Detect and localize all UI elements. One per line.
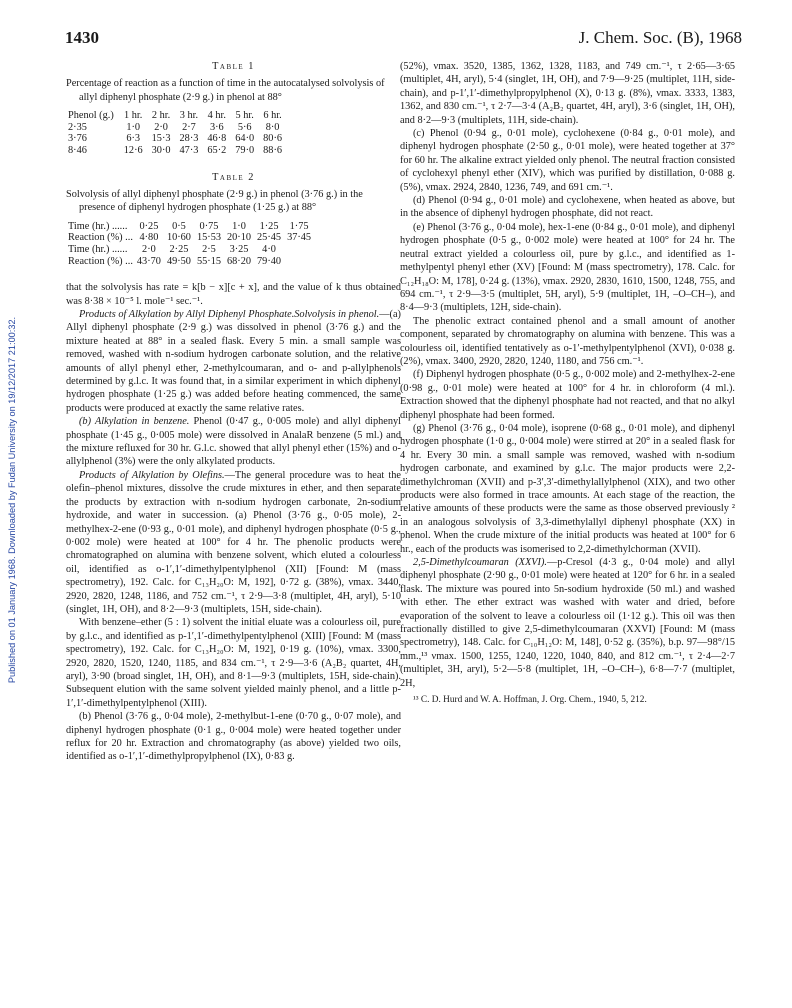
journal-header: J. Chem. Soc. (B), 1968 [578, 28, 742, 47]
table1-col-header: 6 hr. [263, 110, 282, 122]
table1-row [68, 145, 291, 157]
table1-col-header: 1 hr. [124, 110, 143, 122]
table2-row-label: Reaction (%) ... [68, 232, 133, 244]
table1-cell: 3·6 [209, 121, 224, 133]
download-watermark [2, 150, 22, 850]
table2-row-label: Time (hr.) ...... [68, 244, 128, 255]
table2-cell: 0·5 [172, 220, 186, 232]
table1-col-header: 2 hr. [151, 110, 171, 122]
table2-cell: 79·40 [257, 255, 282, 267]
body-paragraph: (52%), νmax. 3520, 1385, 1362, 1328, 1183, and 749 cm.⁻¹, τ 2·65—3·65 (multiplet, 4H, aryl), 5·4 (singlet, 1H, OH), and 7·9—9·25 (multiplet, 11H, side-chain), and p-1′,1′-dimethylpropylphenol (X), 0·13 g. (8%), νmax. 3333, 1383, 1362, and 830 cm.⁻¹, τ 2·7—3·4 (A₂B₂ quartet, 4H, aryl), 3·6 (singlet, 1H, OH), and 8·2—9·3 (multiplets, 11H, side-chain). [400, 61, 735, 126]
table2-cell: 1·25 [259, 220, 279, 232]
table2-cell: 2·0 [142, 244, 156, 255]
table2-cell: 0·25 [139, 220, 159, 232]
table2-cell: 68·20 [227, 255, 252, 267]
paragraph-text: —p-Cresol (4·3 g., 0·04 mole) and allyl diphenyl phosphate (2·90 g., 0·01 mole) were heated at 120° for 6 hr. in a sealed flask. The mixture was poured into 5n-sodium hydroxide (50 ml.) and washed with ether. The ether extract was washed with water and dried, before evaporation of the solvent to leave a colourless oil (1·12 g.). This oil was then fractionally distilled to give 2,5-dimethylcoumaran (XXVI) [Found: M (mass spectrometry), 148. Calc. for C₁₀H₁₂O: M, 148], 0·52 g. (35%), b.p. 97—98°/15 mm.,¹³ νmax. 1500, 1255, 1240, 1220, 1040, 840, and 812 cm.⁻¹, τ 2·4—2·7 (multiplet, 3H, aryl), 5·2—5·8 (multiplet, 1H, –O–CH–), 6·8—7·7 (multiplet, 2H, [400, 557, 736, 689]
body-paragraph: (b) Phenol (3·76 g., 0·04 mole), 2-methylbut-1-ene (0·70 g., 0·07 mole), and diphenyl hydrogen phosphate (0·1 g., 0·004 mole) were heated together under reflux for 20 hr. Extraction and chromatography (as above) yielded two oils, identified as o-1′,1′-dimethylpropylphenol (IX), 0·83 g. [66, 711, 401, 763]
table1-row [68, 122, 291, 134]
section-subheading: (b) Alkylation in benzene. [79, 416, 190, 428]
table2-row [68, 244, 317, 256]
table2-cell: 2·5 [202, 244, 216, 255]
table1-cell: 28·3 [179, 133, 199, 145]
section-heading: 2,5-Dimethylcoumaran (XXVI). [413, 557, 547, 569]
paragraph-text: —(a) Allyl diphenyl phosphate (2·9 g.) was dissolved in phenol (3·76 g.) and the mixture heated at 88° in a sealed flask. Every 5 min. a small sample was removed, washed with n-sodium hydrogen carbonate solution, and the relative amounts of allyl phenyl ether, 2-methylcoumaran, and o- and p-allylphenols determined by g.l.c. It was found that, in a similar experiment in which diphenyl hydrogen phosphate (1·25 g.) was added before heating commenced, the same products were produced at exactly the same relative rates. [66, 309, 401, 414]
table2-cell: 2·25 [169, 244, 189, 255]
table1-cell: 15·3 [151, 133, 171, 145]
table1-caption: Percentage of reaction as a function of time in the autocatalysed solvolysis of allyl diphenyl phosphate (2·9 g.) in phenol at 88° [66, 78, 385, 103]
table1-header-row [68, 110, 291, 122]
table2-cell: 55·15 [196, 255, 221, 267]
table2-cell: 10·60 [166, 232, 191, 244]
table2-cell [287, 256, 317, 268]
section-heading: Products of Alkylation by Olefins. [79, 469, 225, 481]
section-heading: Products of Alkylation by Allyl Diphenyl Phosphate. [79, 309, 295, 320]
table1-title: Table 1 [212, 61, 255, 72]
table2-cell: 20·10 [227, 232, 252, 244]
table2-cell: 43·70 [136, 255, 161, 267]
table1-cell: 2·0 [154, 121, 168, 133]
table1-cell: 3·76 [68, 133, 87, 145]
table2 [68, 221, 317, 267]
table1-cell: 2·35 [68, 121, 87, 133]
table1-cell: 5·6 [237, 121, 252, 133]
body-paragraph: (g) Phenol (3·76 g., 0·04 mole), isoprene (0·68 g., 0·01 mole), and diphenyl hydrogen phosphate (1·0 g., 0·004 mole) were stirred at 20° in a sealed flask for 4 hr. Every 30 min. a small sample was removed, washed with n-sodium hydrogen carbonate, and examined by g.l.c. The major products were 2,2-dimethylchroman (XVII) and p-3′,3′-dimethylallylphenol (XIX), and two other products were also formed in trace amounts. At each stage of the reaction, the relative amounts of these products were the same as those observed previously ² in an analogous solvolysis of 3,3-dimethylallyl diphenyl phosphate (XX) in phenol. When the crude mixture of the initial products was heated at 100° for 6 hr., each of the products was isomerised to 2,2-dimethylchorman (XVII). [400, 422, 735, 555]
table1-col-header: Phenol (g.) [68, 110, 114, 122]
table1-cell: 6·3 [126, 133, 141, 145]
paragraph-text: —The general procedure was to heat the olefin–phenol mixtures, dissolve the crude mixtures in ether, and then separate the products by extraction with n-sodium hydrogen carbonate, 2n-sodium hydroxide, and water in succession. (a) Phenol (3·76 g., 0·05 mole), 2-methylhex-2-ene (0·93 g., 0·01 mole), and diphenyl hydrogen phosphate (0·5 g., 0·002 mole) were heated at 100° for 4 hr. The phenolic products were chromatographed on alumina with benzene solvent, which eluted a colourless oil, identified as o-1′,1′-dimethylpentylphenol (XII) [Found: M (mass spectrometry), 192. Calc. for C₁₃H₂₀O: M, 192], 0·72 g. (38%), νmax. 3440, 2920, 2820, 1248, 1186, and 752 cm.⁻¹, τ 2·9—3·8 (multiplet, 4H, aryl), 5·10 (singlet, 1H, OH), and 8·2—9·3 (multiplets, 15H, side-chain). [66, 469, 401, 615]
table1-cell: 12·6 [123, 145, 143, 156]
body-paragraph: (c) Phenol (0·94 g., 0·01 mole), cyclohexene (0·84 g., 0·01 mole), and diphenyl hydrogen phosphate (2·50 g., 0·01 mole), were heated together at 37° for 60 hr. The alkaline extract yielded only phenol. The neutral fraction consisted of cyclohexyl phenyl ether (XIV), which was purified by distillation, 0·088 g. (5%), νmax. 2924, 2840, 1236, 749, and 691 cm.⁻¹. [400, 128, 735, 193]
table1-cell: 8·0 [265, 121, 280, 133]
table2-row [68, 256, 317, 268]
table1-cell: 46·8 [207, 133, 227, 145]
paragraph-text: Phenol (0·47 g., 0·005 mole) and allyl diphenyl phosphate (1·45 g., 0·005 mole) were dissolved in AnalaR benzene (5 ml.) and the mixture refluxed for 30 hr. G.l.c. showed that allyl phenyl ether (15%) and o-allylphenol (3%) were the only alkylated products. [66, 416, 402, 468]
table1-cell: 79·0 [235, 145, 255, 156]
table2-cell: 1·0 [232, 220, 246, 232]
table2-cell: 15·53 [196, 232, 221, 244]
table2-row-label: Reaction (%) ... [68, 255, 133, 267]
table2-row-label: Time (hr.) ...... [68, 220, 128, 232]
table1-cell: 64·0 [235, 133, 255, 145]
body-paragraph: (e) Phenol (3·76 g., 0·04 mole), hex-1-ene (0·84 g., 0·01 mole), and diphenyl hydrogen phosphate (0·5 g., 0·002 mole) were heated at 100° for 24 hr. The neutral extract yielded a colourless oil, pure by g.l.c., and identified as 1-methylpentyl phenyl ether (XV) [Found: M (mass spectrometry), 178. Calc. for C₁₂H₁₈O: M, 178], 0·24 g. (13%), νmax. 2920, 2830, 1610, 1500, 1248, 755, and 694 cm.⁻¹, τ 2·9—3·5 (multiplet, 5H, aryl), 5·9 (multiplet, 1H, –O–CH–), and 8·4—9·3 (multiplets, 12H, side-chain). [400, 221, 735, 314]
table1-cell: 88·6 [263, 145, 283, 156]
download-watermark-text: Published on 01 January 1968. Downloaded by Fudan University on 19/12/2017 21:00:32. [7, 316, 17, 684]
footnote: ¹³ C. D. Hurd and W. A. Hoffman, J. Org. Chem., 1940, 5, 212. [413, 695, 647, 706]
body-paragraph [66, 308, 401, 415]
table2-row [68, 221, 317, 233]
body-paragraph: (f) Diphenyl hydrogen phosphate (0·5 g., 0·002 mole) and 2-methylhex-2-ene (0·98 g., 0·01 mole) were heated at 100° for 4 hr. in chloroform (4 ml.). Extraction showed that the diphenyl phosphate had not reacted, and that no alkyl diphenyl phosphate had been formed. [400, 369, 735, 421]
table1-cell: 1·0 [126, 121, 141, 133]
table1-row [68, 133, 291, 145]
body-paragraph [66, 469, 401, 616]
table2-row [68, 232, 317, 244]
table1-cell: 80·6 [263, 133, 283, 145]
table2-cell: 25·45 [257, 232, 282, 244]
table1-cell: 2·7 [182, 121, 196, 133]
table2-cell: 4·80 [139, 232, 159, 244]
body-paragraph: (d) Phenol (0·94 g., 0·01 mole) and cyclohexene, when heated as above, but in the absence of diphenyl hydrogen phosphate, did not react. [400, 195, 735, 220]
table2-cell: 1·75 [289, 220, 309, 232]
table1-cell: 8·46 [68, 145, 87, 156]
table1-col-header: 4 hr. [207, 110, 226, 122]
body-paragraph: The phenolic extract contained phenol and a small amount of another component, separated by chromatography on alumina with benzene. This was a colourless oil, identified tentatively as o-1′-methylpentylphenol (XVI), 0·038 g. (2%), νmax. 3400, 2920, 2820, 1240, 1180, and 756 cm.⁻¹. [400, 315, 735, 367]
table1 [68, 110, 291, 156]
page-number: 1430 [65, 28, 99, 47]
table2-caption: Solvolysis of allyl diphenyl phosphate (2·9 g.) in phenol (3·76 g.) in the presence of diphenyl hydrogen phosphate (1·25 g.) at 88° [66, 189, 363, 214]
body-paragraph [400, 556, 735, 690]
table2-cell [287, 244, 317, 256]
right-column [400, 60, 735, 706]
table1-col-header: 5 hr. [235, 110, 254, 122]
body-paragraph [66, 415, 401, 469]
table2-title: Table 2 [212, 171, 255, 183]
table1-cell: 65·2 [207, 145, 227, 156]
table2-cell: 37·45 [287, 232, 312, 244]
table2-cell: 0·75 [199, 220, 219, 232]
table1-cell: 30·0 [151, 145, 171, 156]
table2-cell: 4·0 [262, 244, 276, 255]
section-subheading: Solvolysis in phenol. [294, 309, 380, 320]
left-column [66, 60, 401, 764]
table2-cell: 3·25 [229, 244, 249, 255]
table2-cell: 49·50 [166, 255, 191, 267]
table1-col-header: 3 hr. [179, 110, 199, 122]
table1-cell: 47·3 [179, 145, 199, 156]
body-paragraph: With benzene–ether (5 : 1) solvent the initial eluate was a colourless oil, pure by g.l.c., and identified as p-1′,1′-dimethylpentylphenol (XIII) [Found: M (mass spectrometry), 192. Calc. for C₁₃H₂₀O: M, 192], 0·19 g. (10%), νmax. 3300, 2920, 2820, 1520, 1240, 1185, and 834 cm.⁻¹, τ 2·9—3·6 (A₂B₂ quartet, 4H, aryl), 3·90 (broad singlet, 1H, OH), and 8·1—9·3 (multiplets, 15H, side-chain). Subsequent elution with the same solvent yielded mainly phenol, and a little p-1′,1′-dimethylpentylphenol (XIII). [66, 617, 401, 709]
body-paragraph: that the solvolysis has rate = k[b − x][c + x], and the value of k thus obtained was 8·38 × 10⁻⁵ l. mole⁻¹ sec.⁻¹. [66, 282, 401, 307]
